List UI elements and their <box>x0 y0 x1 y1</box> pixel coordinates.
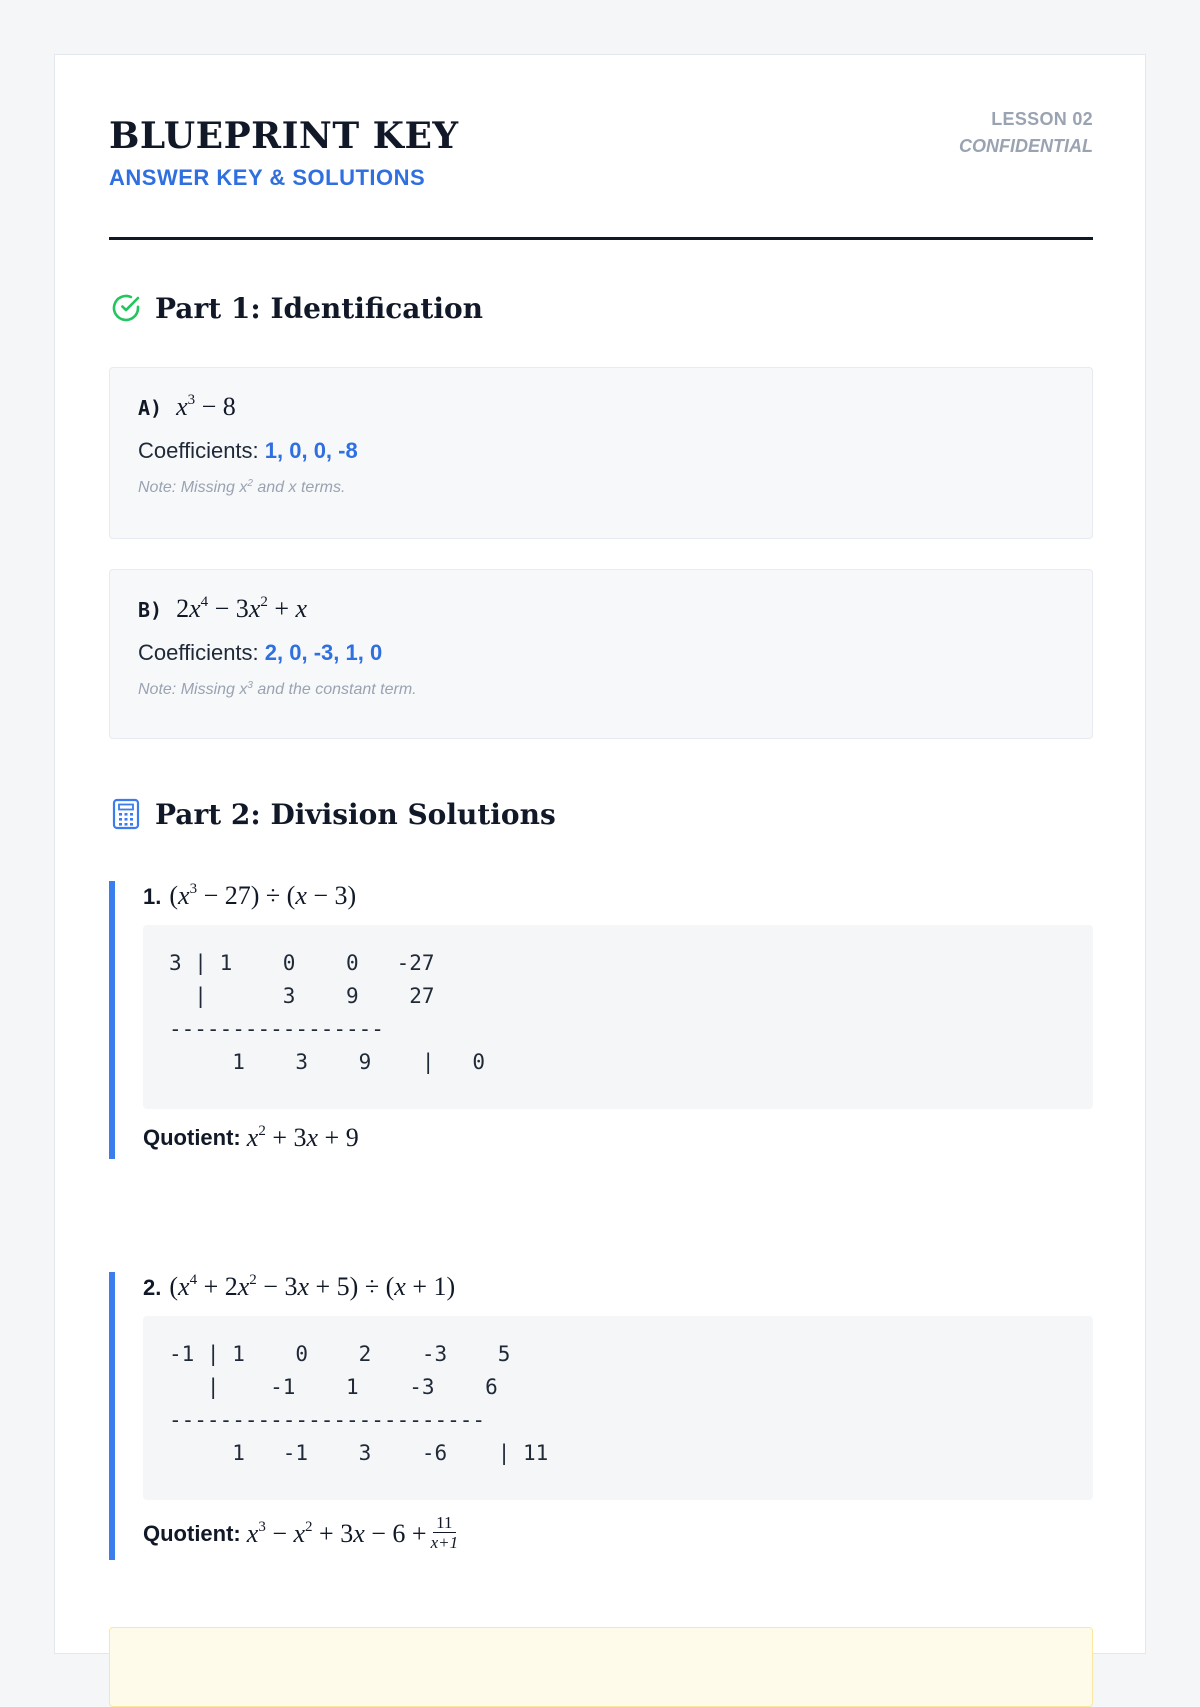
part1-title: Part 1: Identification <box>155 291 484 325</box>
identification-card-b <box>109 569 1093 739</box>
card-b-note: Note: Missing $x^3$ and the constant term. <box>138 680 417 698</box>
part1-heading <box>109 291 483 325</box>
problem-2-title <box>143 1272 1093 1302</box>
calculator-icon <box>109 797 143 831</box>
header-divider <box>109 237 1093 240</box>
card-b-label-row <box>138 594 1064 624</box>
coefficients-values: 2, 0, -3, 1, 0 <box>264 640 383 665</box>
card-a-note: Note: Missing $x^2$ and x terms. <box>138 478 346 496</box>
synthetic-division-table: 3 | 1 0 0 -27 | 3 9 27 ----------------- 1 3 9 | 0 <box>169 951 486 1074</box>
callout-box <box>109 1627 1093 1707</box>
part2-heading <box>109 797 556 831</box>
card-a-label-row <box>138 392 1064 422</box>
card-b-expression: $2x^4 - 3x^2 + x$ <box>176 594 308 623</box>
part2-title: Part 2: Division Solutions <box>155 797 556 831</box>
lesson-number: LESSON 02 <box>991 109 1093 129</box>
quotient-expression: $x^2 + 3x + 9$ <box>246 1123 359 1152</box>
remainder-numerator: 11 <box>433 1514 455 1533</box>
quotient-label: Quotient: <box>143 1125 241 1150</box>
division-problem-2 <box>109 1272 1093 1560</box>
quotient-expression: $x^3 - x^2 + 3x - 6$ + <box>246 1518 427 1548</box>
confidential-label: CONFIDENTIAL <box>959 136 1093 156</box>
problem-2-quotient <box>143 1514 1093 1553</box>
problem-1-expression: $(x^3 - 27) \div (x - 3)$ <box>169 881 357 910</box>
card-a-coefficients <box>138 438 1064 464</box>
document-title: BLUEPRINT KEY <box>109 115 459 157</box>
problem-1-title <box>143 881 1093 911</box>
remainder-denominator: x+1 <box>430 1533 459 1552</box>
card-b-letter: B) <box>138 598 163 622</box>
identification-card-a <box>109 367 1093 539</box>
problem-2-synthetic-division <box>143 1316 1093 1500</box>
coefficients-label: Coefficients: <box>138 640 259 665</box>
problem-2-number: 2. <box>143 1275 162 1300</box>
problem-1-number: 1. <box>143 884 162 909</box>
document-meta <box>959 109 1093 157</box>
check-circle-icon <box>109 291 143 325</box>
remainder-fraction <box>431 1514 459 1553</box>
synthetic-division-table: -1 | 1 0 2 -3 5 | -1 1 -3 6 ------------------------- 1 -1 3 -6 | 11 <box>169 1342 549 1465</box>
document-subtitle: ANSWER KEY & SOLUTIONS <box>109 165 426 190</box>
card-b-coefficients <box>138 640 1064 666</box>
quotient-label: Quotient: <box>143 1520 241 1546</box>
answer-key-sheet <box>54 54 1146 1654</box>
problem-2-expression: $(x^4 + 2x^2 - 3x + 5) \div (x + 1)$ <box>169 1272 456 1301</box>
division-problem-1 <box>109 881 1093 1159</box>
coefficients-values: 1, 0, 0, -8 <box>264 438 358 463</box>
problem-1-quotient <box>143 1123 1093 1153</box>
problem-1-synthetic-division <box>143 925 1093 1109</box>
coefficients-label: Coefficients: <box>138 438 259 463</box>
card-a-expression: $x^3 - 8$ <box>176 392 236 421</box>
card-a-letter: A) <box>138 396 163 420</box>
